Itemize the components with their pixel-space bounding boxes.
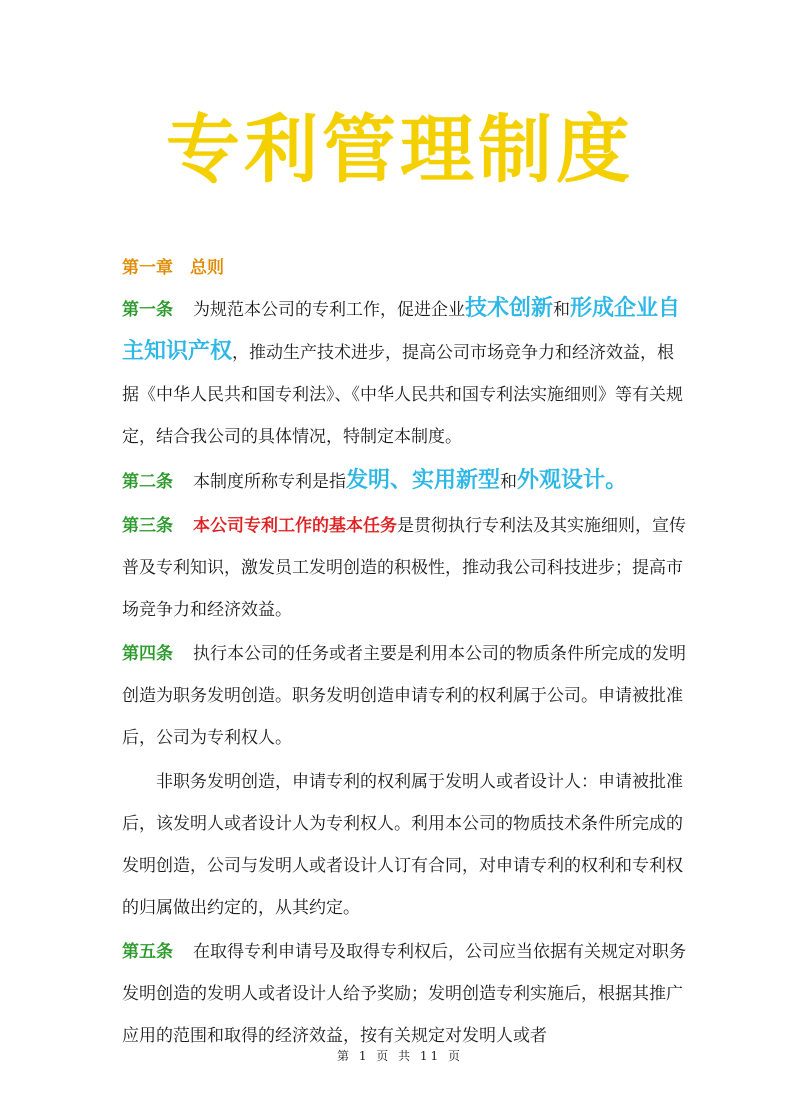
article-5 <box>122 931 687 1057</box>
chapter-heading: 第一章 总则 <box>122 258 224 278</box>
article-1-highlight-1: 技术创新 <box>465 296 554 321</box>
article-2-text-1: 本制度所称专利是指 <box>193 472 346 492</box>
article-5-number: 第五条 <box>122 942 173 962</box>
article-3 <box>122 505 687 631</box>
article-1-text-3: ，推动生产技术进步，提高公司市场竞争力和经济效益，根据《中华人民共和国专利法》、《中华人民共和国专利法实施细则》等有关规定，结合我公司的具体情况，特制定本制度。 <box>122 343 683 447</box>
article-1-highlight-2: 形成企业自主知识产权 <box>122 296 681 364</box>
article-5-text: 在取得专利申请号及取得专利权后，公司应当依据有关规定对职务发明创造的发明人或者设计人给予奖励；发明创造专利实施后，根据其推广应用的范围和取得的经济效益，按有关规定对发明人或者 <box>122 942 686 1046</box>
document-title: 专利管理制度 <box>166 107 634 193</box>
article-2-text-4: 。 <box>605 468 628 493</box>
article-4-number: 第四条 <box>122 644 173 664</box>
article-1-text-1: 为规范本公司的专利工作，促进企业 <box>193 300 465 320</box>
article-1 <box>122 288 687 458</box>
article-2-text-2: 、 <box>390 468 413 493</box>
article-2 <box>122 460 687 503</box>
article-4-text: 执行本公司的任务或者主要是利用本公司的物质条件所完成的发明创造为职务发明创造。职务发明创造申请专利的权利属于公司。申请被批准后，公司为专利权人。 <box>122 644 686 748</box>
article-3-text: 是贯彻执行专利法及其实施细则，宣传普及专利知识，激发员工发明创造的积极性，推动我公司科技进步；提高市场竞争力和经济效益。 <box>122 516 686 620</box>
document-body <box>122 248 687 1057</box>
article-2-highlight-1: 发明 <box>346 468 391 493</box>
article-2-highlight-3: 外观设计 <box>517 468 606 493</box>
article-3-number: 第三条 <box>122 516 173 536</box>
article-2-text-3: 和 <box>500 472 518 492</box>
article-2-highlight-2: 实用新型 <box>412 468 501 493</box>
article-1-text-2: 和 <box>553 300 571 320</box>
article-2-number: 第二条 <box>122 472 173 492</box>
article-1-number: 第一条 <box>122 300 173 320</box>
page-footer: 第 1 页 共 11 页 <box>337 1049 463 1063</box>
article-3-red-text: 本公司专利工作的基本任务 <box>193 516 397 536</box>
article-4-paragraph-2: 非职务发明创造，申请专利的权利属于发明人或者设计人：申请被批准后，该发明人或者设计人为专利权人。利用本公司的物质技术条件所完成的发明创造，公司与发明人或者设计人订有合同，对申请专利的权利和专利权的归属做出约定的，从其约定。 <box>122 772 683 918</box>
article-4 <box>122 633 687 759</box>
